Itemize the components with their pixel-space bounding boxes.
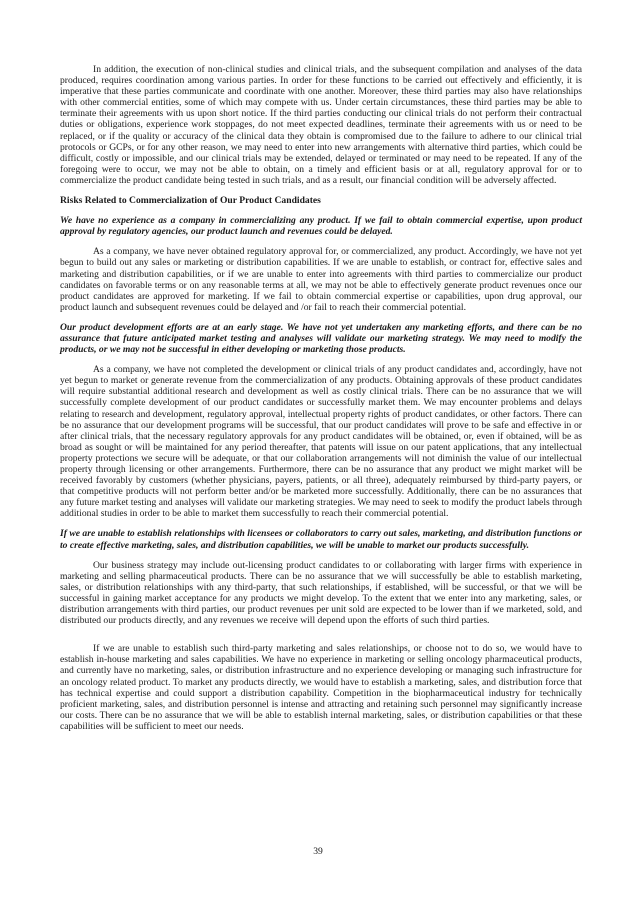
section-heading: Risks Related to Commercialization of Our Product Candidates bbox=[60, 195, 321, 207]
paragraph-in-house-marketing: If we are unable to establish such third-party marketing and sales relationships, or choose not to do so, we would have to establish in-house marketing and sales capabilities. We have no experience in marketing or selling oncology pharmaceutical products, and currently have no marketing, sales, or distribution infrastructure and no experience developing or managing such infrastructure for an oncology related product. To market any products directly, we would have to establish a marketing, sales, and distribution force that has technical expertise and could support a distribution capability. Competition in the biopharmaceutical industry for technically proficient marketing, sales, and distribution personnel is intense and attracting and retaining such personnel may significantly increase our costs. There can be no assurance that we will be able to establish internal marketing, sales, or distribution capabilities or that these capabilities will be sufficient to meet our needs. bbox=[60, 643, 582, 732]
paragraph-development-not-completed: As a company, we have not completed the development or clinical trials of any product candidates and, accordingly, have not yet begun to market or generate revenue from the commercialization of any products. Obtaining approvals of these product candidates will require substantial additional research and development as well as costly clinical trials. There can be no assurance that we will successfully complete development of our product candidates or successfully market them. We may encounter problems and delays relating to research and development, regulatory approval, intellectual property rights of product candidates, or other factors. There can be no assurance that our development programs will be successful, that our product candidates will prove to be safe and effective in or after clinical trials, that the necessary regulatory approvals for any product candidates will be obtained, or, even if obtained, will be as broad as sought or will be maintained for any period thereafter, that patents will issue on our patent applications, that any intellectual property protections we secure will be adequate, or that our collaboration arrangements will not diminish the value of our intellectual property through licensing or other arrangements. Furthermore, there can be no assurance that any product we might market will be received favorably by customers (whether physicians, payers, patients, or all three), adequately reimbursed by third-party payers, or that competitive products will not perform better and/or be marketed more successfully. Additionally, there can be no assurances that any future market testing and analyses will validate our marketing strategies. We may need to seek to modify the product labels through additional studies in order to be able to market them successfully to reach their commercial potential. bbox=[60, 364, 582, 520]
paragraph-out-licensing: Our business strategy may include out-licensing product candidates to or collaborating with larger firms with experience in marketing and selling pharmaceutical products. There can be no assurance that we will successfully be able to establish marketing, sales, or distribution relationships with any third-party, that such relationships, if established, will be successful, or that we will be successful in gaining market acceptance for any products we might develop. To the extent that we enter into any marketing, sales, or distribution arrangements with third parties, our product revenues per unit sold are expected to be lower than if we marketed, sold, and distributed our products directly, and any revenues we receive will depend upon the efforts of such third parties. bbox=[60, 559, 582, 627]
page-number: 39 bbox=[313, 846, 323, 857]
risk-heading-no-experience: We have no experience as a company in commercializing any product. If we fail to obtain commercial expertise, upon product approval by regulatory agencies, our product launch and revenues could be delayed. bbox=[60, 215, 582, 238]
paragraph-third-party-coordination: In addition, the execution of non-clinical studies and clinical trials, and the subsequent compilation and analyses of the data produced, requires coordination among various parties. In order for these functions to be carried out effectively and efficiently, it is imperative that these parties communicate and coordinate with one another. Moreover, these third parties may also have relationships with other commercial entities, some of which may compete with us. Under certain circumstances, these third parties may be able to terminate their agreements with us upon short notice. If the third parties conducting our clinical trials do not perform their contractual duties or obligations, experience work stoppages, do not meet expected deadlines, terminate their agreements with us or need to be replaced, or if the quality or accuracy of the clinical data they obtain is compromised due to the failure to adhere to our clinical trial protocols or GCPs, or for any other reason, we may need to enter into new arrangements with alternative third parties, which could be difficult, costly or impossible, and our clinical trials may be extended, delayed or terminated or may need to be repeated. If any of the foregoing were to occur, we may not be able to obtain, on a timely and efficient basis or at all, regulatory approval for or to commercialize the product candidate being tested in such trials, and as a result, our financial condition will be adversely affected. bbox=[60, 64, 582, 186]
paragraph-no-regulatory-approval: As a company, we have never obtained regulatory approval for, or commercialized, any product. Accordingly, we have not yet begun to build out any sales or marketing or distribution capabilities. If we are unable to establish, or contract for, effective sales and marketing and distribution capabilities, or if we are unable to enter into agreements with third parties to commercialize our product candidates on favorable terms or on any reasonable terms at all, we may not be able to effectively generate product revenues once our product candidates are approved for marketing. If we fail to obtain commercial expertise or capabilities, upon drug approval, our product launch and subsequent revenues could be delayed and /or fail to reach their commercial potential. bbox=[60, 246, 582, 313]
risk-heading-licensees: If we are unable to establish relationships with licensees or collaborators to carry out sales, marketing, and distribution functions or to create effective marketing, sales, and distribution capabilities, we will be unable to market our products successfully. bbox=[60, 528, 582, 551]
risk-heading-early-stage: Our product development efforts are at an early stage. We have not yet undertaken any marketing efforts, and there can be no assurance that future anticipated market testing and analyses will validate our marketing strategy. We may need to modify the products, or we may not be successful in either developing or marketing those products. bbox=[60, 321, 582, 356]
document-page bbox=[60, 64, 582, 732]
